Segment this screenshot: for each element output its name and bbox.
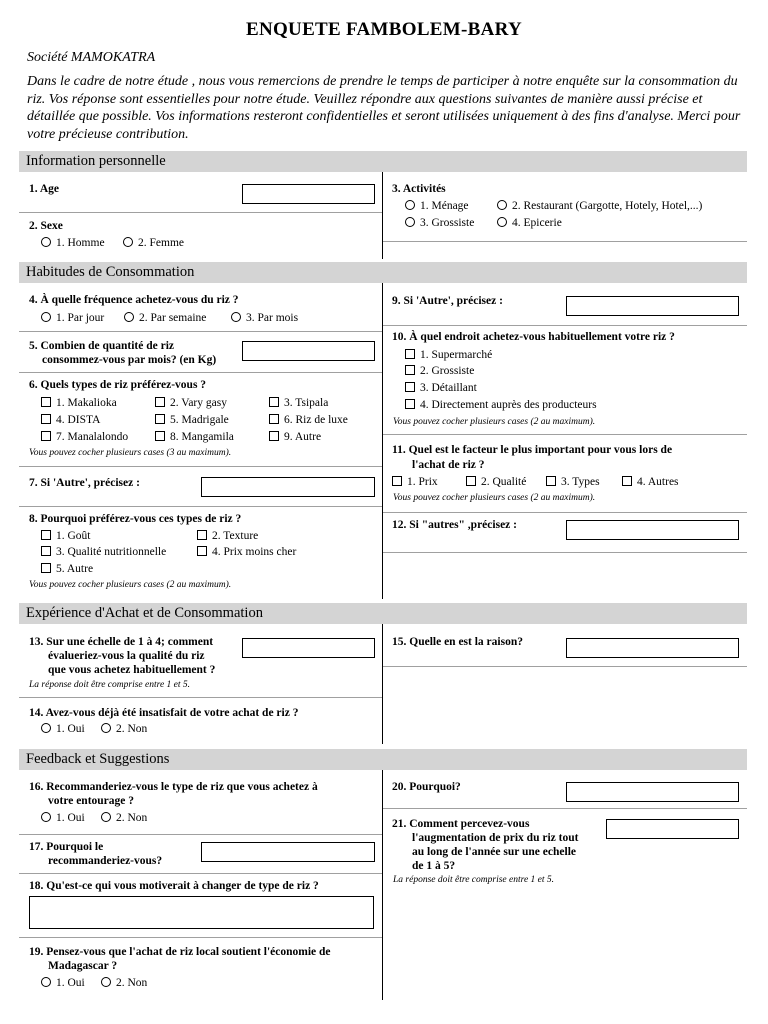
q4-label: 4. À quelle fréquence achetez-vous du riz ?: [29, 294, 239, 306]
radio-icon[interactable]: [41, 312, 51, 322]
q6-option-5[interactable]: 5. Madrigale: [155, 413, 229, 427]
q11-label: 11. Quel est le facteur le plus important pour vous lors de: [392, 444, 673, 456]
q21-label-line3: au long de l'année sur une echelle: [412, 846, 576, 858]
row-divider: [383, 434, 747, 435]
row-divider: [19, 212, 382, 213]
radio-icon[interactable]: [41, 723, 51, 733]
radio-icon[interactable]: [405, 217, 415, 227]
q4-option-semaine[interactable]: 2. Par semaine: [124, 311, 206, 325]
row-divider: [19, 506, 382, 507]
row-divider: [383, 325, 747, 326]
column-divider: [382, 770, 383, 1000]
q4-option-mois[interactable]: 3. Par mois: [231, 311, 298, 325]
q11-option-1[interactable]: 1. Prix: [392, 475, 438, 489]
checkbox-icon[interactable]: [269, 414, 279, 424]
row-divider: [19, 372, 382, 373]
radio-icon[interactable]: [123, 237, 133, 247]
section-header-experience: Expérience d'Achat et de Consommation: [19, 603, 747, 624]
q11-note: Vous pouvez cocher plusieurs cases (2 au maximum).: [393, 493, 596, 503]
radio-icon[interactable]: [41, 812, 51, 822]
q14-label: 14. Avez-vous déjà été insatisfait de votre achat de riz ?: [29, 707, 299, 719]
row-divider: [19, 466, 382, 467]
q11-option-2[interactable]: 2. Qualité: [466, 475, 526, 489]
q6-option-6[interactable]: 6. Riz de luxe: [269, 413, 348, 427]
q1-label: 1. Age: [29, 183, 60, 195]
q4-option-jour[interactable]: 1. Par jour: [41, 311, 104, 325]
radio-icon[interactable]: [124, 312, 134, 322]
column-divider: [382, 624, 383, 744]
radio-icon[interactable]: [41, 237, 51, 247]
q8-option-5[interactable]: 5. Autre: [41, 562, 93, 576]
checkbox-icon[interactable]: [155, 397, 165, 407]
q11-option-3[interactable]: 3. Types: [546, 475, 600, 489]
checkbox-icon[interactable]: [41, 414, 51, 424]
company-name: Société MAMOKATRA: [27, 50, 156, 65]
q6-option-1[interactable]: 1. Makalioka: [41, 396, 117, 410]
q21-rating-input[interactable]: [606, 819, 739, 839]
q5-label: 5. Combien de quantité de riz: [29, 340, 175, 352]
q3-label: 3. Activités: [392, 183, 446, 195]
checkbox-icon[interactable]: [269, 431, 279, 441]
q7-label: 7. Si 'Autre', précisez :: [29, 477, 140, 489]
q14-option-non[interactable]: 2. Non: [101, 722, 147, 736]
q19-option-non[interactable]: 2. Non: [101, 976, 147, 990]
q6-option-8[interactable]: 8. Mangamila: [155, 430, 234, 444]
q6-label: 6. Quels types de riz préférez-vous ?: [29, 379, 207, 391]
q10-option-3[interactable]: 3. Détaillant: [405, 381, 477, 395]
q17-label: 17. Pourquoi le: [29, 841, 104, 853]
section-header-feedback: Feedback et Suggestions: [19, 749, 747, 770]
q8-option-4[interactable]: 4. Prix moins cher: [197, 545, 296, 559]
checkbox-icon[interactable]: [622, 476, 632, 486]
q10-option-4[interactable]: 4. Directement auprès des producteurs: [405, 398, 597, 412]
row-divider: [383, 512, 747, 513]
row-divider: [19, 873, 382, 874]
radio-icon[interactable]: [497, 217, 507, 227]
q3-option-restaurant[interactable]: 2. Restaurant (Gargotte, Hotely, Hotel,...): [497, 199, 702, 213]
radio-icon[interactable]: [101, 723, 111, 733]
radio-icon[interactable]: [101, 812, 111, 822]
q21-label: 21. Comment percevez-vous: [392, 818, 530, 830]
checkbox-icon[interactable]: [546, 476, 556, 486]
radio-icon[interactable]: [497, 200, 507, 210]
q16-label-line2: votre entourage ?: [48, 795, 135, 807]
q8-label: 8. Pourquoi préférez-vous ces types de riz ?: [29, 513, 242, 525]
q8-option-1[interactable]: 1. Goût: [41, 529, 91, 543]
q21-label-line2: l'augmentation de prix du riz tout: [412, 832, 579, 844]
checkbox-icon[interactable]: [466, 476, 476, 486]
q16-option-oui[interactable]: 1. Oui: [41, 811, 85, 825]
q21-note: La réponse doit être comprise entre 1 et 5.: [393, 875, 555, 885]
q5-quantity-input[interactable]: [242, 341, 375, 361]
row-divider: [383, 241, 747, 242]
q2-label: 2. Sexe: [29, 220, 63, 232]
q19-label: 19. Pensez-vous que l'achat de riz local soutient l'économie de: [29, 946, 331, 958]
q2-option-homme[interactable]: 1. Homme: [41, 236, 105, 250]
q18-label: 18. Qu'est-ce qui vous motiverait à changer de type de riz ?: [29, 880, 319, 892]
checkbox-icon[interactable]: [197, 530, 207, 540]
checkbox-icon[interactable]: [41, 563, 51, 573]
q11-label-line2: l'achat de riz ?: [412, 459, 485, 471]
q3-option-epicerie[interactable]: 4. Epicerie: [497, 216, 562, 230]
q10-option-1[interactable]: 1. Supermarché: [405, 348, 492, 362]
checkbox-icon[interactable]: [269, 397, 279, 407]
q17-label-line2: recommanderiez-vous?: [48, 855, 163, 867]
checkbox-icon[interactable]: [41, 546, 51, 556]
radio-icon[interactable]: [101, 977, 111, 987]
checkbox-icon[interactable]: [41, 431, 51, 441]
q11-option-4[interactable]: 4. Autres: [622, 475, 679, 489]
q7-other-input[interactable]: [201, 477, 375, 497]
q6-option-2[interactable]: 2. Vary gasy: [155, 396, 227, 410]
q10-note: Vous pouvez cocher plusieurs cases (2 au maximum).: [393, 417, 596, 427]
radio-icon[interactable]: [231, 312, 241, 322]
intro-text: Dans le cadre de notre étude , nous vous remercions de prendre le temps de participer à notre enquête sur la consommation du riz. Vos réponse sont essentielles pour notre étude. Veuillez répondre aux questions suivantes de manière aussi précise et détaillée que possible. Vos informations resteront confidentielles et seront utilisées uniquement à des fins d'analyse. Merci pour votre précieuse contribution.: [27, 74, 741, 142]
q15-reason-input[interactable]: [566, 638, 739, 658]
q14-option-oui[interactable]: 1. Oui: [41, 722, 85, 736]
q19-label-line2: Madagascar ?: [48, 960, 118, 972]
q3-option-grossiste[interactable]: 3. Grossiste: [405, 216, 474, 230]
row-divider: [383, 666, 747, 667]
column-divider: [382, 172, 383, 259]
q13-label: 13. Sur une échelle de 1 à 4; comment: [29, 636, 214, 648]
radio-icon[interactable]: [41, 977, 51, 987]
q6-note: Vous pouvez cocher plusieurs cases (3 au maximum).: [29, 448, 232, 458]
row-divider: [19, 937, 382, 938]
checkbox-icon[interactable]: [197, 546, 207, 556]
q8-option-2[interactable]: 2. Texture: [197, 529, 258, 543]
q9-label: 9. Si 'Autre', précisez :: [392, 295, 503, 307]
q13-label-line3: que vous achetez habituellement ?: [48, 664, 216, 676]
q3-option-menage[interactable]: 1. Ménage: [405, 199, 469, 213]
checkbox-icon[interactable]: [41, 530, 51, 540]
q6-option-3[interactable]: 3. Tsipala: [269, 396, 328, 410]
q12-other-input[interactable]: [566, 520, 739, 540]
q10-option-2[interactable]: 2. Grossiste: [405, 364, 474, 378]
q10-label: 10. À quel endroit achetez-vous habituellement votre riz ?: [392, 331, 675, 343]
q19-option-oui[interactable]: 1. Oui: [41, 976, 85, 990]
radio-icon[interactable]: [405, 200, 415, 210]
row-divider: [19, 331, 382, 332]
form-title: ENQUETE FAMBOLEM-BARY: [245, 19, 523, 40]
q21-label-line4: de 1 à 5?: [412, 860, 456, 872]
q8-note: Vous pouvez cocher plusieurs cases (2 au maximum).: [29, 580, 232, 590]
checkbox-icon[interactable]: [405, 349, 415, 359]
q6-option-9[interactable]: 9. Autre: [269, 430, 321, 444]
q9-other-input[interactable]: [566, 296, 739, 316]
q15-label: 15. Quelle en est la raison?: [392, 636, 523, 648]
q6-option-7[interactable]: 7. Manalalondo: [41, 430, 128, 444]
q13-note: La réponse doit être comprise entre 1 et 5.: [29, 680, 191, 690]
q2-option-femme[interactable]: 2. Femme: [123, 236, 184, 250]
q17-why-input[interactable]: [201, 842, 375, 862]
checkbox-icon[interactable]: [155, 431, 165, 441]
q20-why-input[interactable]: [566, 782, 739, 802]
checkbox-icon[interactable]: [392, 476, 402, 486]
q13-rating-input[interactable]: [242, 638, 375, 658]
q13-label-line2: évalueriez-vous la qualité du riz: [48, 650, 205, 662]
checkbox-icon[interactable]: [41, 397, 51, 407]
section-header-personal: Information personnelle: [19, 151, 747, 172]
q18-motivation-textarea[interactable]: [29, 896, 374, 929]
row-divider: [383, 552, 747, 553]
checkbox-icon[interactable]: [405, 382, 415, 392]
checkbox-icon[interactable]: [155, 414, 165, 424]
row-divider: [383, 808, 747, 809]
q16-label: 16. Recommanderiez-vous le type de riz que vous achetez à: [29, 781, 318, 793]
q5-label-line2: consommez-vous par mois? (en Kg): [42, 354, 217, 366]
row-divider: [19, 697, 382, 698]
section-header-habits: Habitudes de Consommation: [19, 262, 747, 283]
q1-age-input[interactable]: [242, 184, 375, 204]
checkbox-icon[interactable]: [405, 399, 415, 409]
row-divider: [19, 834, 382, 835]
q16-option-non[interactable]: 2. Non: [101, 811, 147, 825]
q20-label: 20. Pourquoi?: [392, 781, 461, 793]
q12-label: 12. Si "autres" ,précisez :: [392, 519, 517, 531]
q6-option-4[interactable]: 4. DISTA: [41, 413, 100, 427]
q8-option-3[interactable]: 3. Qualité nutritionnelle: [41, 545, 166, 559]
checkbox-icon[interactable]: [405, 365, 415, 375]
